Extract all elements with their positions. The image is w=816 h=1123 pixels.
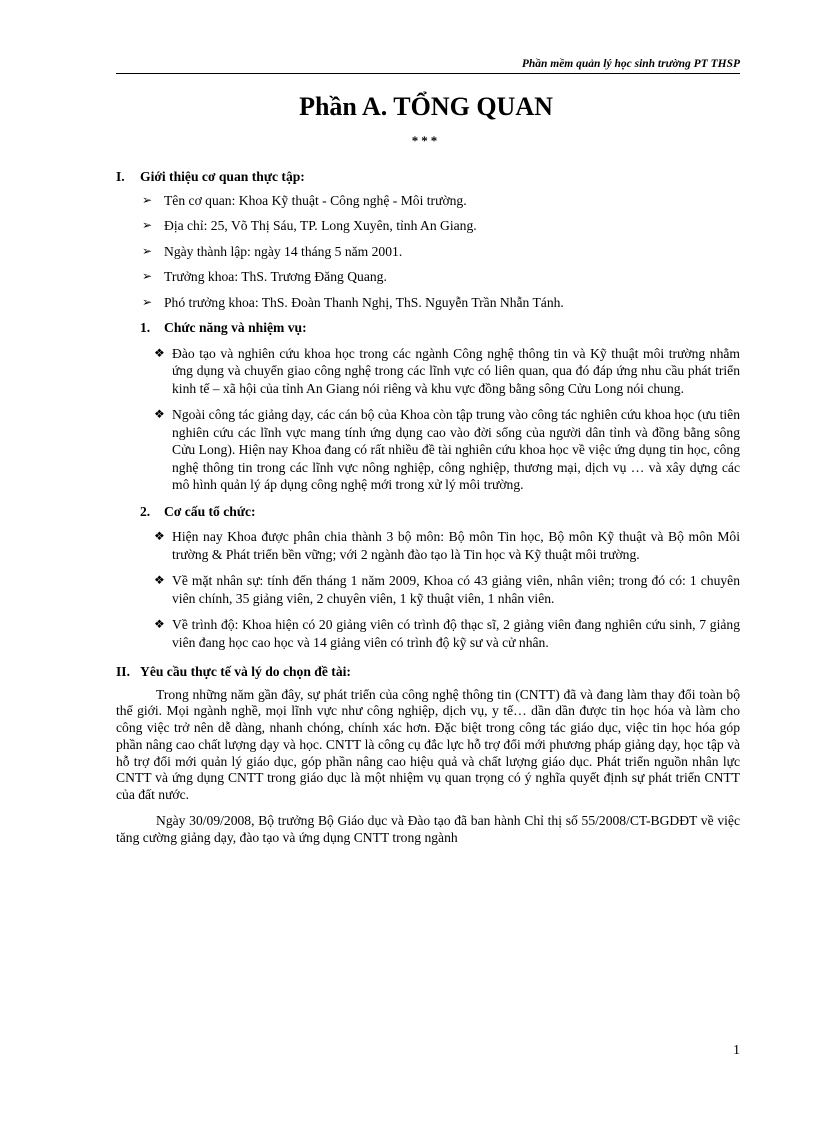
running-title: Phần mềm quản lý học sinh trường PT THSP (521, 58, 740, 70)
fact-text: Phó trưởng khoa: ThS. Đoàn Thanh Nghị, ThS. Nguyễn Trần Nhẫn Tánh. (164, 294, 564, 310)
section-heading-2 (116, 663, 740, 681)
document-body (116, 168, 740, 856)
subsection-title: Chức năng và nhiệm vụ: (164, 320, 307, 335)
fact-text: Trưởng khoa: ThS. Trương Đăng Quang. (164, 269, 387, 284)
arrow-bullet-icon: ➢ (142, 218, 153, 232)
list-item (154, 406, 740, 494)
bullet-text: Hiện nay Khoa được phân chia thành 3 bộ môn: Bộ môn Tin học, Bộ môn Kỹ thuật và Bộ môn Môi trường & Phát triển bền vững; với 2 ngành đào tạo là Tin học và Kỹ thuật môi trường. (172, 529, 740, 562)
diamond-bullet-icon: ❖ (154, 407, 165, 421)
subsection-number: 2. (140, 503, 151, 519)
section-number: I. (116, 169, 125, 184)
list-item (142, 243, 740, 261)
arrow-bullet-icon: ➢ (142, 192, 153, 207)
list-item (142, 192, 740, 210)
list-item (142, 294, 740, 312)
diamond-bullet-icon: ❖ (154, 573, 165, 587)
subsection-number: 1. (140, 320, 151, 335)
bullet-text: Ngoài công tác giảng dạy, các cán bộ của Khoa còn tập trung vào công tác nghiên cứu khoa học (ưu tiên nghiên cứu các lĩnh vực mang tính ứng dụng cao vào đời sống của người dân tỉnh và đồng bằng sông Cửu Long). Hiện nay Khoa đang có rất nhiều đề tài nghiên cứu khoa học về việc ứng dụng tin học, công nghệ thông tin trong các lĩnh vực nông nghiệp, công nghiệp, thương mại, dịch vụ … và xây dựng các mô hình quản lý áp dụng công nghệ mới trong xử lý môi trường. (172, 407, 740, 492)
subsection-title: Cơ cấu tổ chức: (164, 503, 256, 519)
arrow-bullet-icon: ➢ (142, 269, 153, 283)
list-item (154, 572, 740, 607)
fact-text: Tên cơ quan: Khoa Kỹ thuật - Công nghệ - Môi trường. (164, 192, 467, 208)
page-title: Phần A. TỔNG QUAN (299, 92, 553, 121)
list-item (142, 268, 740, 286)
diamond-bullet-icon: ❖ (154, 617, 165, 631)
list-item (154, 528, 740, 563)
diamond-bullet-icon: ❖ (154, 345, 165, 360)
fact-text: Ngày thành lập: ngày 14 tháng 5 năm 2001. (164, 243, 403, 259)
bullet-text: Về trình độ: Khoa hiện có 20 giảng viên có trình độ thạc sĩ, 2 giảng viên đang nghiên cứu sinh, 7 giảng viên đang học cao học và 14 giảng viên có trình độ kỹ sư và cử nhân. (172, 617, 740, 650)
section-title: Giới thiệu cơ quan thực tập: (140, 169, 305, 184)
list-item (154, 616, 740, 651)
subsection-heading-2 (140, 503, 740, 521)
bullet-text: Đào tạo và nghiên cứu khoa học trong các ngành Công nghệ thông tin và Kỹ thuật môi trường nhằm ứng dụng và chuyển giao công nghệ trong các lĩnh vực có liên quan, qua đó đáp ứng nhu cầu phát triển kinh tế – xã hội của tỉnh An Giang nói riêng và khu vực đồng bằng sông Cửu Long nói chung. (172, 345, 740, 396)
body-paragraph: Trong những năm gần đây, sự phát triển của công nghệ thông tin (CNTT) đã và đang làm thay đổi toàn bộ thế giới. Mọi ngành nghề, mọi lĩnh vực như công nghiệp, dịch vụ, y tế… dần dần được tin học hóa và làm cho công việc trở nên dễ dàng, nhanh chóng, chính xác hơn. Đặc biệt trong công tác giáo dục, việc tin học hóa góp phần nâng cao chất lượng dạy và học. CNTT là công cụ đắc lực hỗ trợ đổi mới phương pháp giảng dạy, học tập và hỗ trợ đổi mới quản lý giáo dục, góp phần nâng cao hiệu quả và chất lượng giáo dục. Phát triển nguồn nhân lực CNTT và ứng dụng CNTT trong giáo dục là một nhiệm vụ quan trọng có ý nghĩa quyết định sự phát triển CNTT của đất nước. (116, 686, 740, 803)
structure-list (154, 528, 740, 651)
page-number: 1 (733, 1043, 740, 1058)
section-heading-1 (116, 168, 740, 186)
facts-list (142, 192, 740, 312)
section-title: Yêu cầu thực tế và lý do chọn đề tài: (140, 664, 351, 679)
subsection-heading-1 (140, 319, 740, 337)
bullet-text: Về mặt nhân sự: tính đến tháng 1 năm 2009, Khoa có 43 giảng viên, nhân viên; trong đó có: 1 chuyên viên chính, 35 giảng viên, 2 chuyên viên, 1 kỹ thuật viên, 1 nhân viên. (172, 573, 740, 606)
fact-text: Địa chỉ: 25, Võ Thị Sáu, TP. Long Xuyên, tỉnh An Giang. (164, 218, 477, 233)
running-header (116, 58, 740, 74)
list-item (154, 345, 740, 398)
functions-list (154, 345, 740, 494)
diamond-bullet-icon: ❖ (154, 529, 165, 543)
list-item (142, 217, 740, 235)
arrow-bullet-icon: ➢ (142, 243, 153, 258)
title-ornament: *** (411, 133, 441, 148)
section-number: II. (116, 664, 130, 679)
body-paragraph: Ngày 30/09/2008, Bộ trưởng Bộ Giáo dục và Đào tạo đã ban hành Chỉ thị số 55/2008/CT-BGDĐT về việc tăng cường giảng dạy, đào tạo và ứng dụng CNTT trong ngành (116, 813, 740, 845)
arrow-bullet-icon: ➢ (142, 294, 153, 309)
